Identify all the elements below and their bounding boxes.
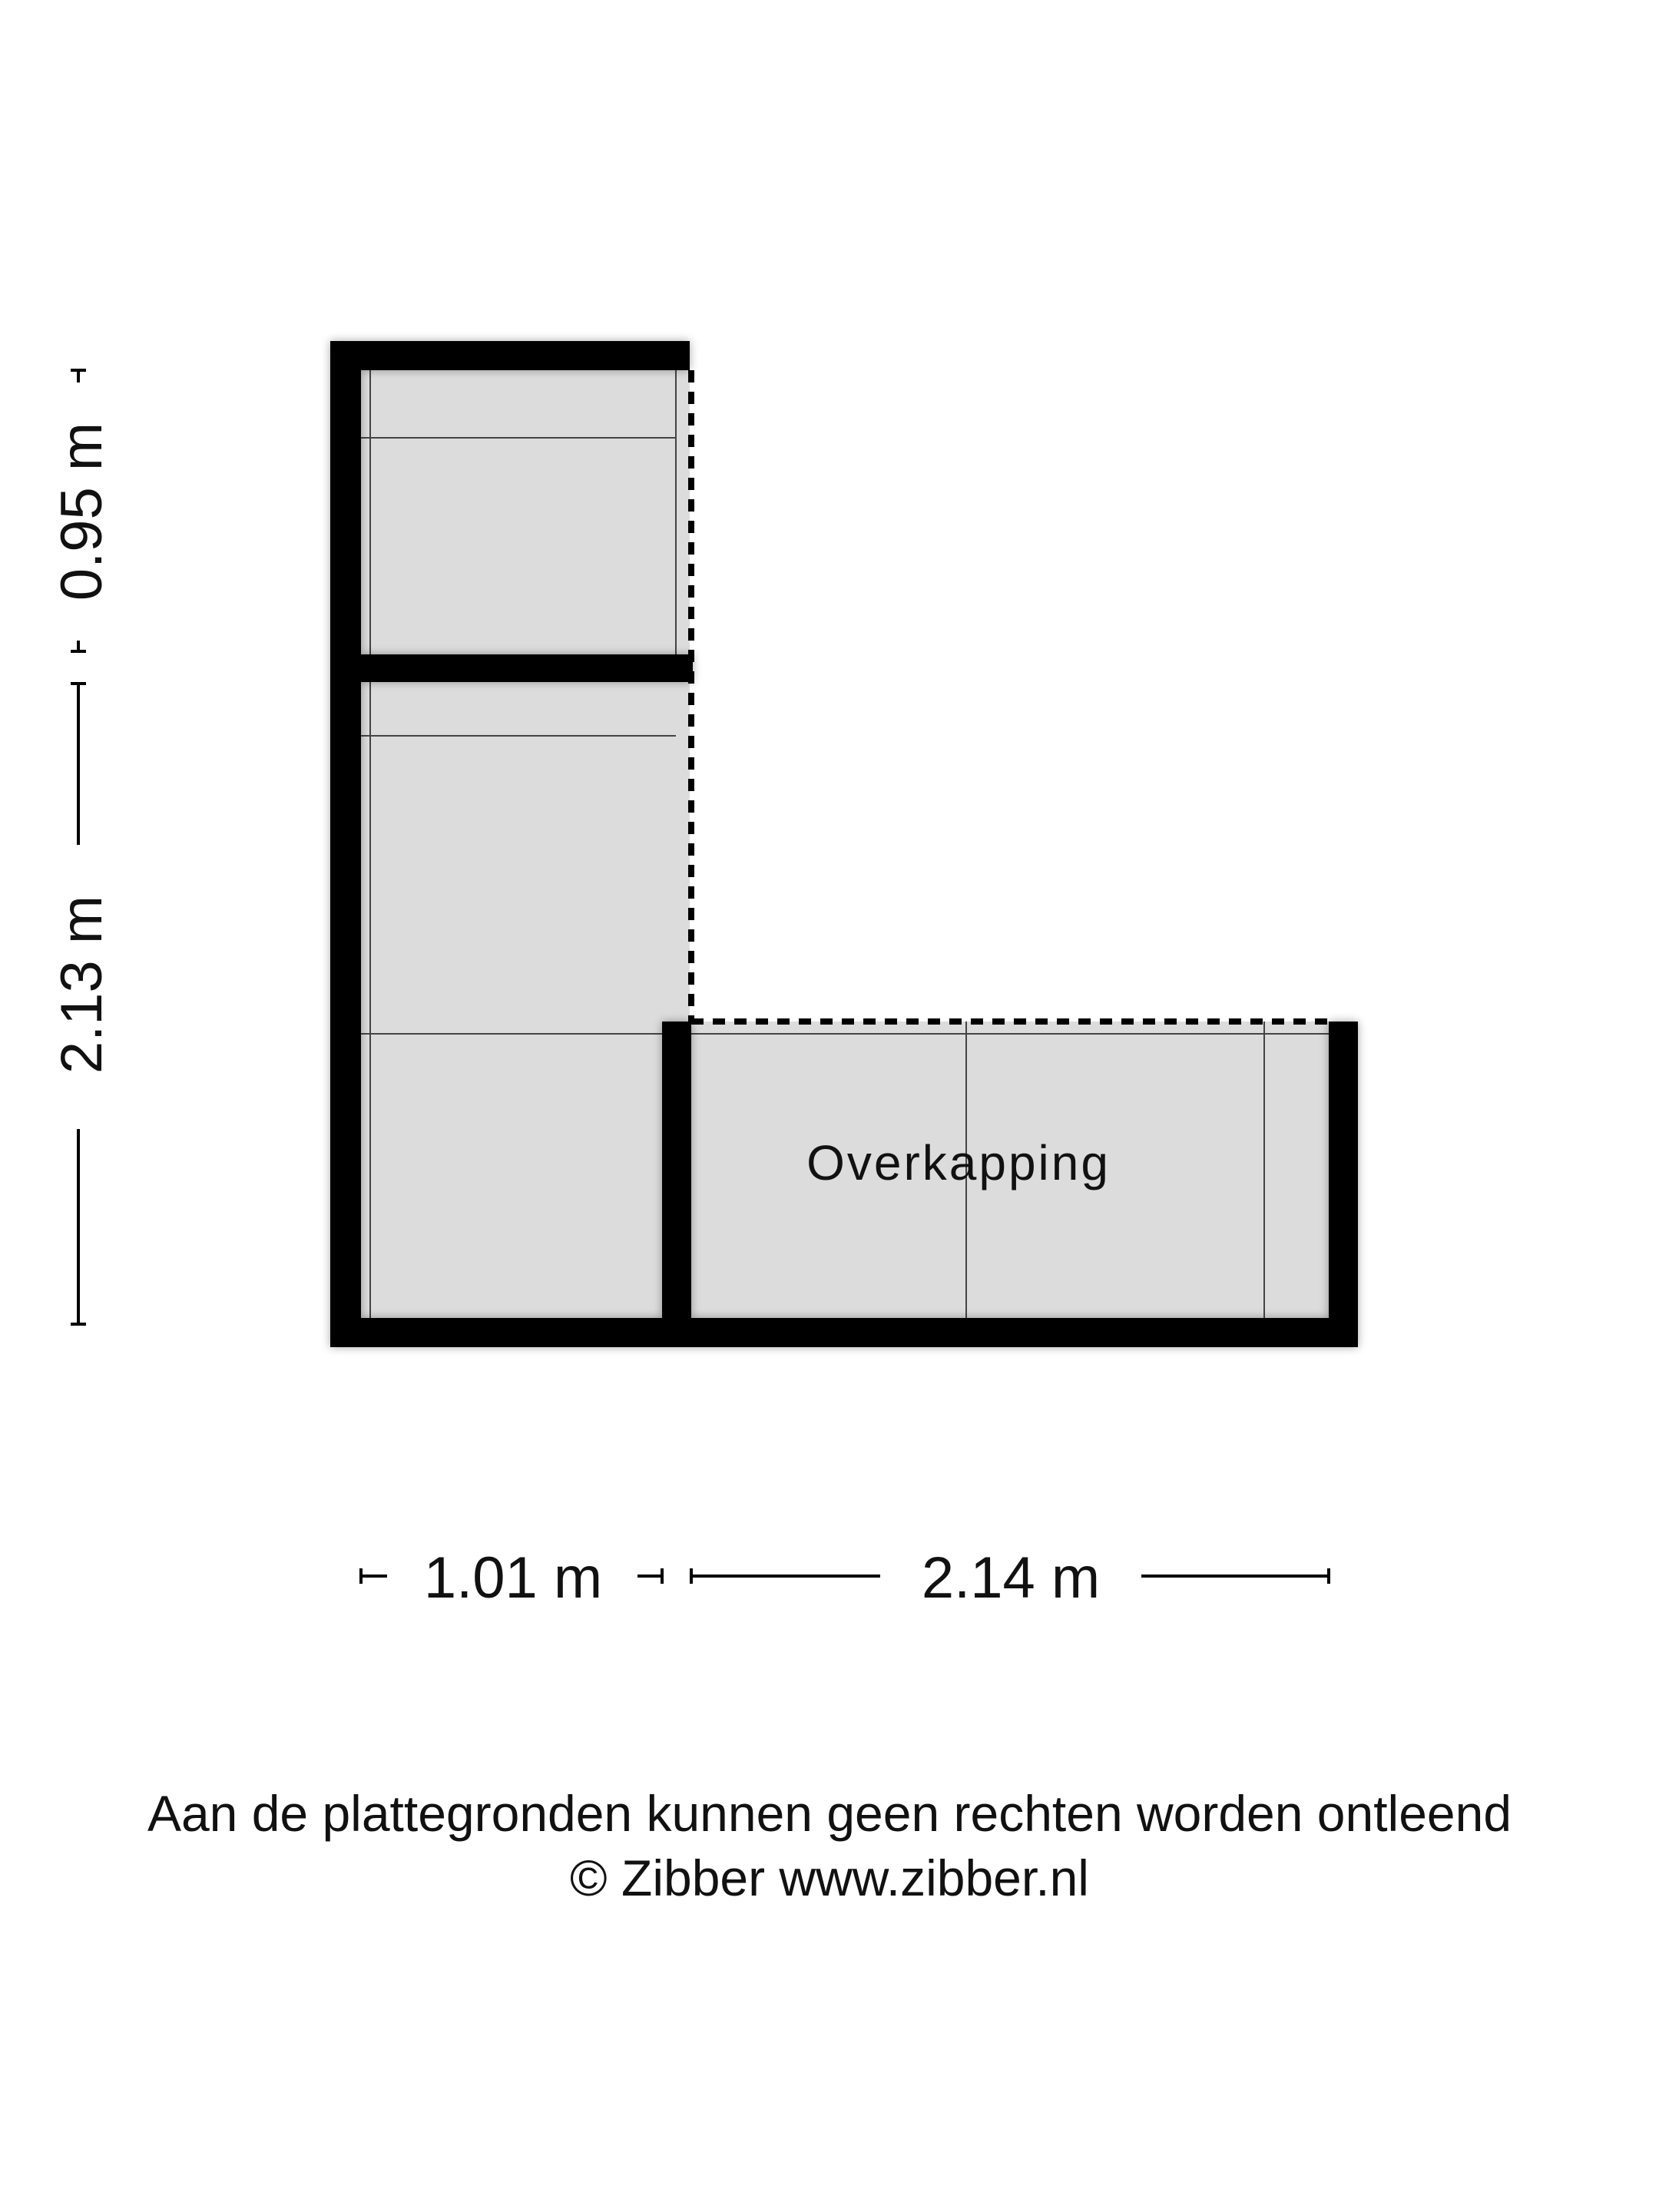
copyright-text: © Zibber www.zibber.nl [570, 1849, 1089, 1906]
wall-inner-vertical [662, 1022, 691, 1347]
wall-middle [361, 654, 693, 682]
wall-top [330, 341, 690, 370]
dimension-vertical-bottom: 2.13 m [49, 895, 114, 1075]
disclaimer-text: Aan de plattegronden kunnen geen rechten worden ontleend [147, 1785, 1512, 1842]
open-edges [691, 370, 1329, 1022]
wall-left [330, 341, 361, 1347]
room-label-overkapping: Overkapping [806, 1135, 1111, 1190]
floor-left-column [361, 370, 690, 1324]
dimension-horizontal-right: 2.14 m [921, 1545, 1101, 1611]
wall-right [1329, 1022, 1358, 1347]
dimension-vertical-top: 0.95 m [49, 422, 114, 601]
dimension-horizontal-left: 1.01 m [423, 1545, 603, 1611]
wall-bottom [330, 1318, 1358, 1347]
